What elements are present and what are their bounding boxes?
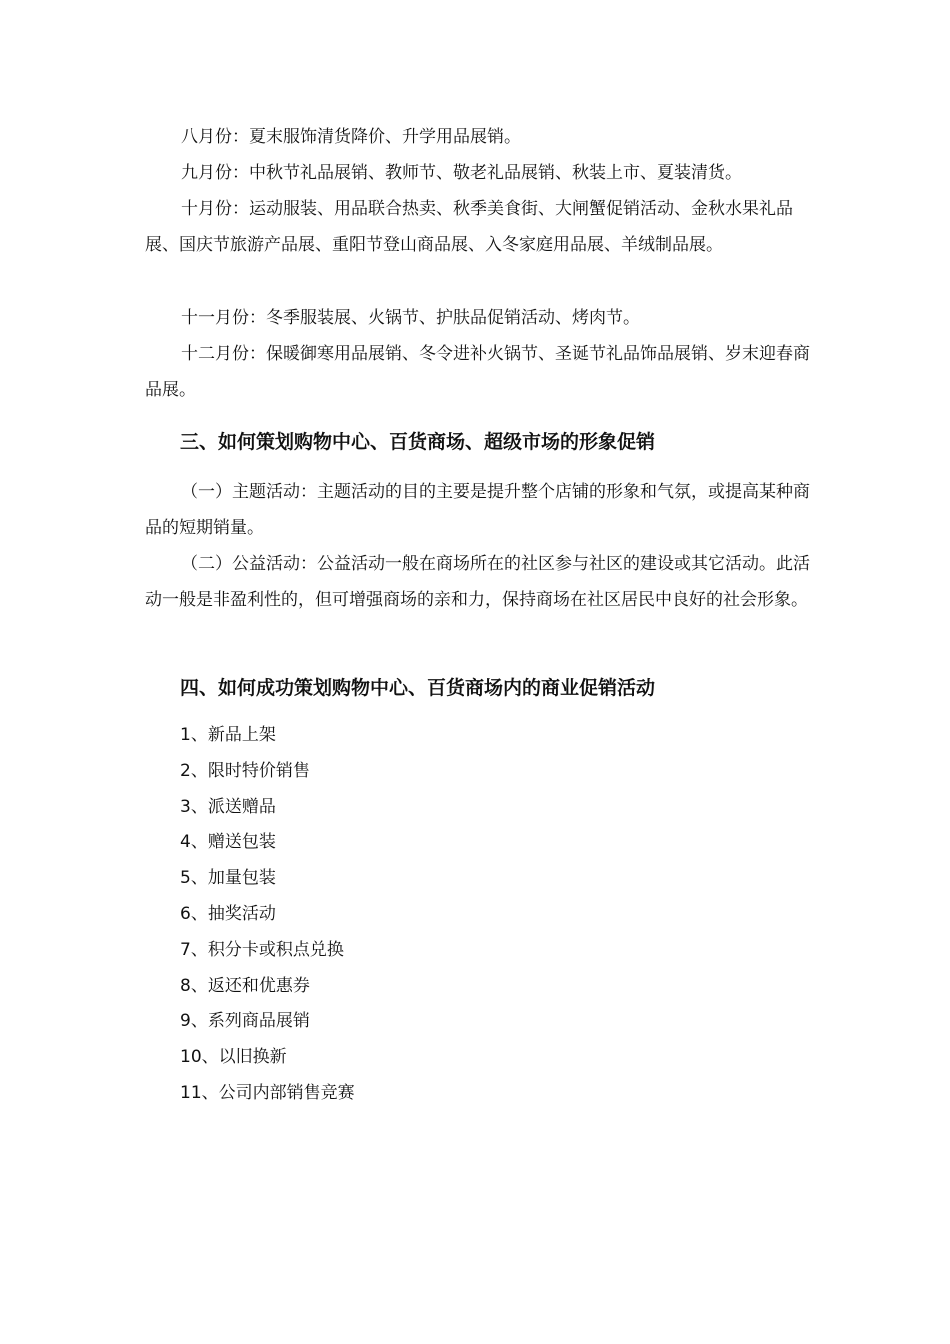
section3-heading: 三、如何策划购物中心、百货商场、超级市场的形象促销 [180,431,656,453]
list-item: 7、积分卡或积点兑换 [180,939,344,960]
list-item: 11、公司内部销售竞赛 [180,1082,355,1103]
month-october: 十月份：运动服装、用品联合热卖、秋季美食街、大闸蟹促销活动、金秋水果礼品展、国庆节旅游产品展、重阳节登山商品展、入冬家庭用品展、羊绒制品展。 [145,199,793,255]
list-item: 4、赠送包装 [180,832,276,853]
list-item: 10、以旧换新 [180,1047,287,1068]
promotion-list [180,718,355,1112]
month-november: 十一月份：冬季服装展、火锅节、护肤品促销活动、烤肉节。 [181,308,640,328]
list-item: 5、加量包装 [180,868,276,889]
list-item: 9、系列商品展销 [180,1011,310,1032]
list-item: 6、抽奖活动 [180,903,276,924]
section4-heading: 四、如何成功策划购物中心、百货商场内的商业促销活动 [180,677,656,699]
month-september: 九月份：中秋节礼品展销、教师节、敬老礼品展销、秋装上市、夏装清货。 [181,163,742,183]
section3-theme-activity: （一）主题活动：主题活动的目的主要是提升整个店铺的形象和气氛，或提高某种商品的短期销量。 [145,482,810,538]
section3-charity-activity: （二）公益活动：公益活动一般在商场所在的社区参与社区的建设或其它活动。此活动一般是非盈利性的，但可增强商场的亲和力，保持商场在社区居民中良好的社会形象。 [145,554,810,610]
month-august: 八月份：夏末服饰清货降价、升学用品展销。 [181,127,521,147]
list-item: 3、派送赠品 [180,796,276,817]
month-december: 十二月份：保暖御寒用品展销、冬令进补火锅节、圣诞节礼品饰品展销、岁末迎春商品展。 [145,344,810,400]
list-item: 8、返还和优惠券 [180,975,310,996]
list-item: 1、新品上架 [180,725,276,745]
list-item: 2、限时特价销售 [180,760,310,781]
